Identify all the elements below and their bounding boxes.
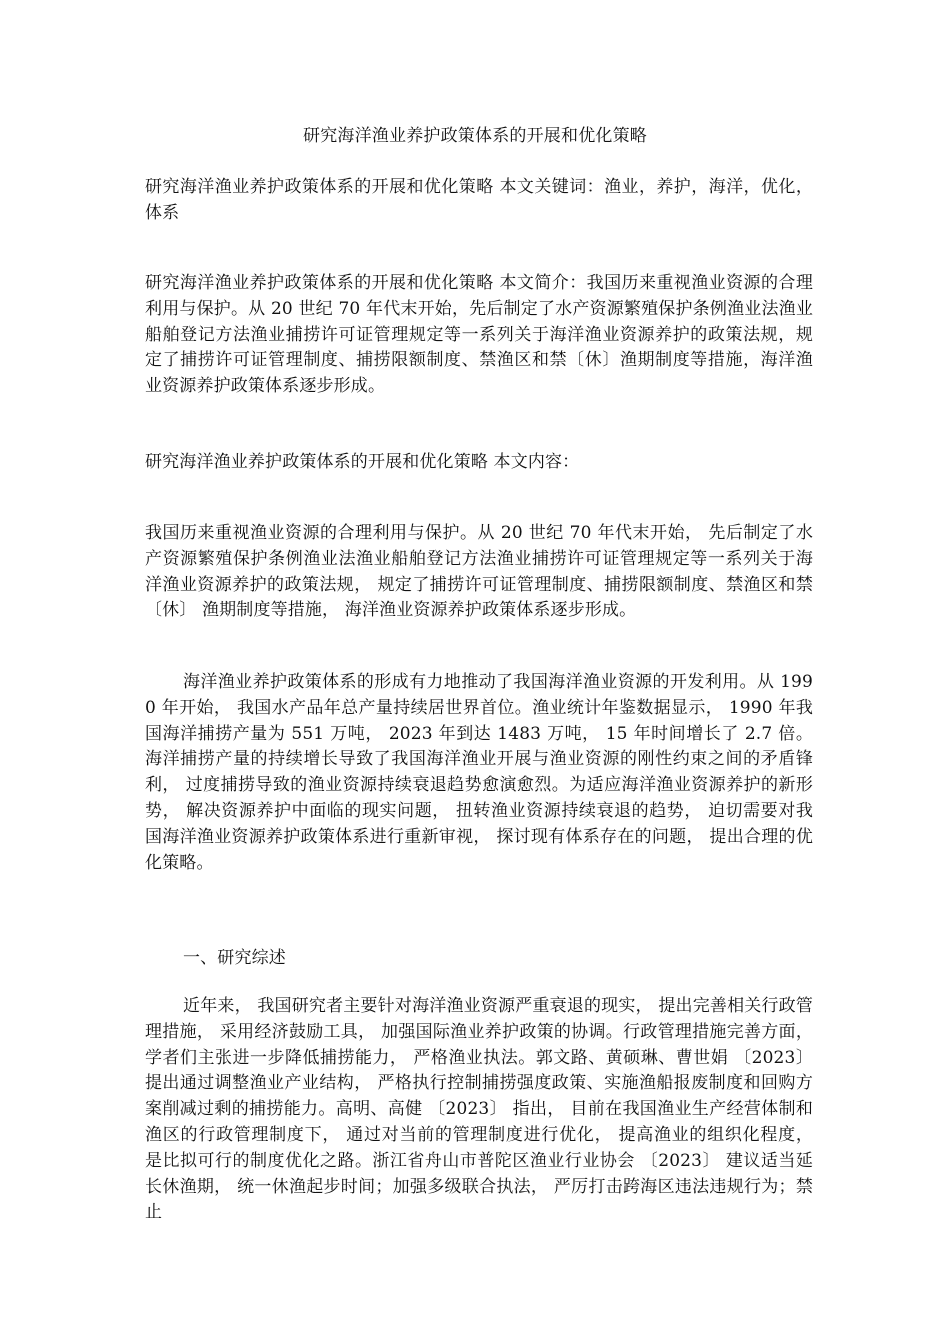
body-paragraph: 我国历来重视渔业资源的合理利用与保护。从 20 世纪 70 年代末开始， 先后制定了水产资源繁殖保护条例渔业法渔业船舶登记方法渔业捕捞许可证管理规定等一系列关于海洋渔业资源养护的政策法规， 规定了捕捞许可证管理制度、捕捞限额制度、禁渔区和禁 〔休〕 渔期制度等措施， 海洋渔业资源养护政策体系逐步形成。 — [145, 523, 813, 621]
intro-paragraph: 研究海洋渔业养护政策体系的开展和优化策略 本文简介：我国历来重视渔业资源的合理利用与保护。从 20 世纪 70 年代末开始，先后制定了水产资源繁殖保护条例渔业法渔业船舶登记方法渔业捕捞许可证管理规定等一系列关于海洋渔业资源养护的政策法规，规定了捕捞许可证管理制度、捕捞限额制度、禁渔区和禁〔休〕渔期制度等措施，海洋渔业资源养护政策体系逐步形成。 — [145, 273, 813, 397]
keywords-paragraph: 研究海洋渔业养护政策体系的开展和优化策略 本文关键词：渔业，养护，海洋，优化，体系 — [145, 177, 813, 223]
section-paragraph: 近年来， 我国研究者主要针对海洋渔业资源严重衰退的现实， 提出完善相关行政管理措施， 采用经济鼓励工具， 加强国际渔业养护政策的协调。行政管理措施完善方面， 学者们主张进一步降低捕捞能力， 严格渔业执法。郭文路、黄硕琳、曹世娟 〔2023〕 提出通过调整渔业产业结构， 严格执行控制捕捞强度政策、实施渔船报废制度和回购方案削减过剩的捕捞能力。高明、高健 〔2023〕 指出， 目前在我国渔业生产经营体制和渔区的行政管理制度下， 通过对当前的管理制度进行优化， 提高渔业的组织化程度， 是比拟可行的制度优化之路。浙江省舟山市普陀区渔业行业协会 〔2023〕 建议适当延长休渔期， 统一休渔起步时间；加强多级联合执法， 严厉打击跨海区违法违规行为；禁止 — [145, 996, 813, 1223]
content-label: 研究海洋渔业养护政策体系的开展和优化策略 本文内容： — [145, 452, 580, 472]
section-heading: 一、研究综述 — [183, 948, 286, 968]
document-title: 研究海洋渔业养护政策体系的开展和优化策略 — [303, 126, 647, 146]
body-paragraph: 海洋渔业养护政策体系的形成有力地推动了我国海洋渔业资源的开发利用。从 1990 年开始， 我国水产品年总产量持续居世界首位。渔业统计年鉴数据显示， 1990 年我国海洋捕捞产量为 551 万吨， 2023 年到达 1483 万吨， 15 年时间增长了 2.7 倍。海洋捕捞产量的持续增长导致了我国海洋渔业开展与渔业资源的刚性约束之间的矛盾锋利， 过度捕捞导致的渔业资源持续衰退趋势愈演愈烈。为适应海洋渔业资源养护的新形势， 解决资源养护中面临的现实问题， 扭转渔业资源持续衰退的趋势， 迫切需要对我国海洋渔业资源养护政策体系进行重新审视， 探讨现有体系存在的问题， 提出合理的优化策略。 — [145, 672, 813, 873]
